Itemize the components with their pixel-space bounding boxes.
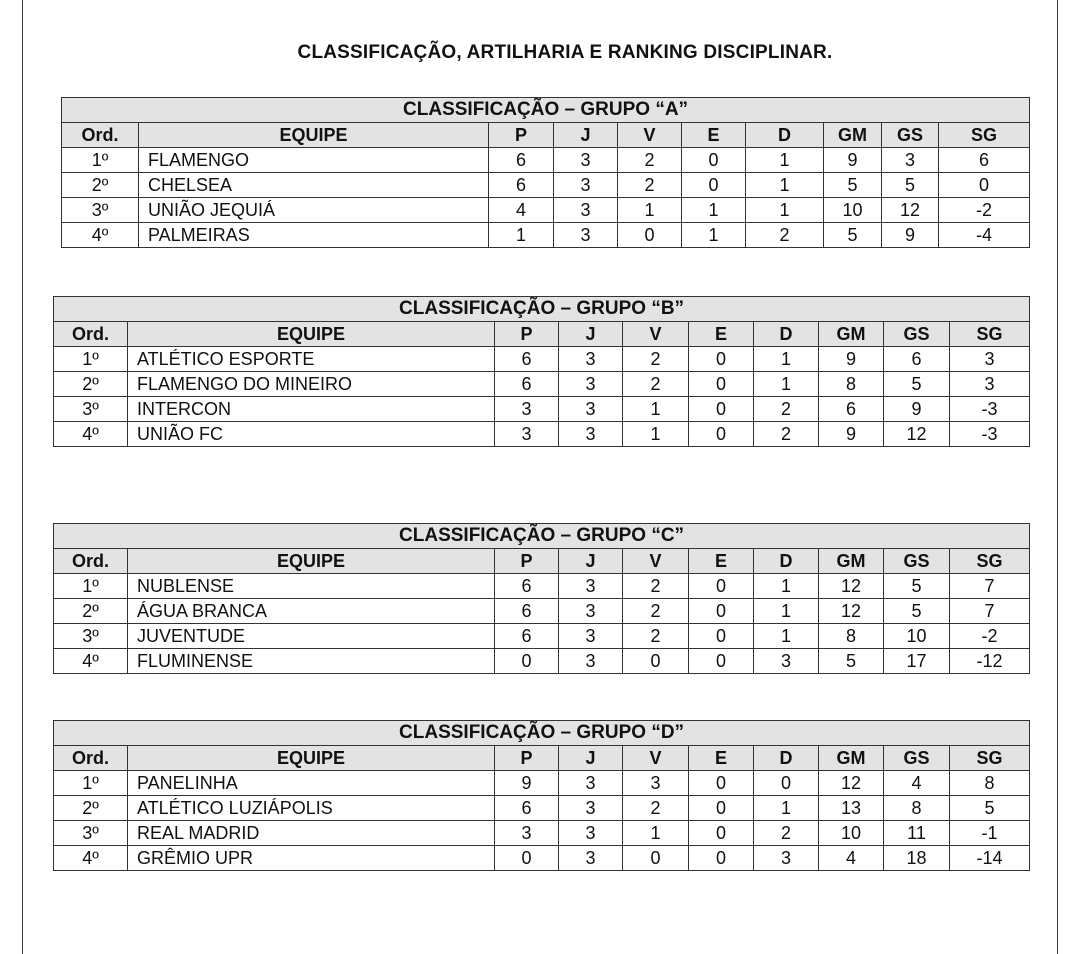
- column-header-p: P: [495, 746, 559, 771]
- group-title: CLASSIFICAÇÃO – GRUPO “A”: [62, 98, 1030, 123]
- standings-table-group-b: [53, 296, 1030, 447]
- cell-d: 1: [754, 347, 819, 372]
- cell-v: 2: [623, 599, 689, 624]
- column-header-sg: SG: [950, 746, 1030, 771]
- cell-d: 2: [754, 821, 819, 846]
- cell-gs: 4: [884, 771, 950, 796]
- column-header-equipe: EQUIPE: [128, 322, 495, 347]
- cell-p: 0: [495, 649, 559, 674]
- cell-j: 3: [559, 574, 623, 599]
- table-row: [54, 796, 1030, 821]
- cell-gm: 4: [819, 846, 884, 871]
- column-header-gm: GM: [819, 549, 884, 574]
- column-header-row: [54, 322, 1030, 347]
- cell-ord: 4º: [54, 846, 128, 871]
- page-border-right: [1057, 0, 1058, 954]
- cell-e: 0: [689, 599, 754, 624]
- cell-gs: 12: [884, 422, 950, 447]
- cell-gs: 12: [882, 198, 939, 223]
- table-row: [62, 198, 1030, 223]
- cell-v: 2: [623, 347, 689, 372]
- column-header-ord: Ord.: [54, 549, 128, 574]
- cell-ord: 2º: [54, 796, 128, 821]
- cell-e: 0: [682, 173, 746, 198]
- cell-gs: 3: [882, 148, 939, 173]
- column-header-equipe: EQUIPE: [128, 549, 495, 574]
- column-header-equipe: EQUIPE: [139, 123, 489, 148]
- cell-j: 3: [559, 846, 623, 871]
- cell-e: 0: [689, 624, 754, 649]
- cell-gm: 8: [819, 372, 884, 397]
- column-header-row: [54, 746, 1030, 771]
- table-row: [54, 347, 1030, 372]
- cell-equipe: ATLÉTICO LUZIÁPOLIS: [128, 796, 495, 821]
- cell-equipe: REAL MADRID: [128, 821, 495, 846]
- cell-gs: 5: [884, 574, 950, 599]
- cell-e: 0: [689, 372, 754, 397]
- standings-table-group-a: [61, 97, 1030, 248]
- cell-gs: 9: [884, 397, 950, 422]
- cell-ord: 1º: [54, 574, 128, 599]
- cell-e: 0: [689, 422, 754, 447]
- column-header-ord: Ord.: [54, 322, 128, 347]
- cell-equipe: ÁGUA BRANCA: [128, 599, 495, 624]
- cell-p: 3: [495, 422, 559, 447]
- cell-d: 0: [754, 771, 819, 796]
- cell-p: 9: [495, 771, 559, 796]
- column-header-sg: SG: [950, 322, 1030, 347]
- cell-sg: -3: [950, 397, 1030, 422]
- cell-equipe: UNIÃO FC: [128, 422, 495, 447]
- cell-ord: 1º: [54, 771, 128, 796]
- cell-j: 3: [559, 599, 623, 624]
- cell-p: 0: [495, 846, 559, 871]
- cell-gm: 12: [819, 771, 884, 796]
- column-header-d: D: [754, 549, 819, 574]
- cell-gs: 10: [884, 624, 950, 649]
- cell-gm: 5: [819, 649, 884, 674]
- cell-j: 3: [554, 148, 618, 173]
- cell-ord: 4º: [54, 649, 128, 674]
- cell-sg: -3: [950, 422, 1030, 447]
- cell-j: 3: [559, 771, 623, 796]
- cell-sg: -4: [939, 223, 1030, 248]
- table-row: [54, 624, 1030, 649]
- group-title-row: [54, 721, 1030, 746]
- cell-e: 0: [689, 821, 754, 846]
- cell-equipe: NUBLENSE: [128, 574, 495, 599]
- cell-e: 1: [682, 223, 746, 248]
- cell-gs: 18: [884, 846, 950, 871]
- cell-gm: 9: [824, 148, 882, 173]
- cell-j: 3: [559, 624, 623, 649]
- cell-e: 0: [689, 347, 754, 372]
- cell-j: 3: [559, 821, 623, 846]
- cell-gm: 5: [824, 173, 882, 198]
- cell-equipe: UNIÃO JEQUIÁ: [139, 198, 489, 223]
- cell-j: 3: [554, 173, 618, 198]
- column-header-ord: Ord.: [54, 746, 128, 771]
- cell-p: 6: [489, 173, 554, 198]
- cell-j: 3: [559, 796, 623, 821]
- page-border-left: [22, 0, 23, 954]
- cell-e: 0: [689, 649, 754, 674]
- column-header-row: [62, 123, 1030, 148]
- cell-p: 6: [495, 796, 559, 821]
- cell-sg: -1: [950, 821, 1030, 846]
- column-header-p: P: [495, 322, 559, 347]
- cell-v: 2: [623, 796, 689, 821]
- cell-d: 2: [754, 397, 819, 422]
- cell-d: 1: [754, 599, 819, 624]
- column-header-gs: GS: [882, 123, 939, 148]
- cell-equipe: FLUMINENSE: [128, 649, 495, 674]
- column-header-v: V: [618, 123, 682, 148]
- cell-gs: 9: [882, 223, 939, 248]
- cell-ord: 2º: [54, 372, 128, 397]
- cell-v: 1: [618, 198, 682, 223]
- cell-j: 3: [559, 649, 623, 674]
- cell-v: 2: [623, 624, 689, 649]
- cell-ord: 3º: [54, 397, 128, 422]
- table-row: [54, 846, 1030, 871]
- column-header-sg: SG: [950, 549, 1030, 574]
- cell-p: 1: [489, 223, 554, 248]
- cell-v: 2: [623, 574, 689, 599]
- cell-sg: -2: [950, 624, 1030, 649]
- column-header-v: V: [623, 746, 689, 771]
- cell-v: 2: [623, 372, 689, 397]
- cell-d: 1: [746, 148, 824, 173]
- standings-table-group-c: [53, 523, 1030, 674]
- column-header-v: V: [623, 549, 689, 574]
- cell-e: 0: [689, 771, 754, 796]
- cell-equipe: FLAMENGO DO MINEIRO: [128, 372, 495, 397]
- cell-gm: 9: [819, 347, 884, 372]
- cell-p: 6: [489, 148, 554, 173]
- cell-sg: 6: [939, 148, 1030, 173]
- cell-ord: 3º: [54, 821, 128, 846]
- cell-equipe: PALMEIRAS: [139, 223, 489, 248]
- table-row: [62, 173, 1030, 198]
- table-row: [54, 771, 1030, 796]
- table-row: [54, 397, 1030, 422]
- group-title: CLASSIFICAÇÃO – GRUPO “D”: [54, 721, 1030, 746]
- cell-gm: 13: [819, 796, 884, 821]
- cell-d: 1: [746, 198, 824, 223]
- cell-v: 0: [618, 223, 682, 248]
- cell-equipe: INTERCON: [128, 397, 495, 422]
- cell-e: 0: [689, 397, 754, 422]
- cell-v: 2: [618, 173, 682, 198]
- cell-gs: 5: [884, 372, 950, 397]
- cell-gm: 10: [824, 198, 882, 223]
- cell-p: 6: [495, 624, 559, 649]
- cell-v: 1: [623, 397, 689, 422]
- column-header-e: E: [689, 322, 754, 347]
- column-header-d: D: [746, 123, 824, 148]
- cell-sg: 7: [950, 599, 1030, 624]
- column-header-j: J: [559, 549, 623, 574]
- cell-ord: 4º: [62, 223, 139, 248]
- group-title: CLASSIFICAÇÃO – GRUPO “C”: [54, 524, 1030, 549]
- table-row: [54, 821, 1030, 846]
- table-row: [62, 223, 1030, 248]
- cell-gm: 8: [819, 624, 884, 649]
- cell-sg: -12: [950, 649, 1030, 674]
- table-row: [54, 422, 1030, 447]
- column-header-j: J: [559, 746, 623, 771]
- cell-sg: -14: [950, 846, 1030, 871]
- column-header-e: E: [689, 549, 754, 574]
- cell-v: 0: [623, 846, 689, 871]
- cell-d: 3: [754, 846, 819, 871]
- cell-e: 0: [682, 148, 746, 173]
- group-title: CLASSIFICAÇÃO – GRUPO “B”: [54, 297, 1030, 322]
- cell-ord: 1º: [54, 347, 128, 372]
- cell-p: 6: [495, 372, 559, 397]
- cell-e: 1: [682, 198, 746, 223]
- column-header-p: P: [495, 549, 559, 574]
- cell-gm: 5: [824, 223, 882, 248]
- cell-equipe: CHELSEA: [139, 173, 489, 198]
- column-header-d: D: [754, 322, 819, 347]
- cell-gm: 12: [819, 574, 884, 599]
- group-title-row: [54, 524, 1030, 549]
- table-row: [54, 649, 1030, 674]
- cell-p: 3: [495, 821, 559, 846]
- cell-gm: 12: [819, 599, 884, 624]
- cell-v: 0: [623, 649, 689, 674]
- cell-d: 2: [746, 223, 824, 248]
- cell-d: 3: [754, 649, 819, 674]
- document-title: CLASSIFICAÇÃO, ARTILHARIA E RANKING DISCIPLINAR.: [297, 42, 833, 63]
- cell-j: 3: [559, 372, 623, 397]
- cell-e: 0: [689, 796, 754, 821]
- cell-j: 3: [554, 198, 618, 223]
- column-header-ord: Ord.: [62, 123, 139, 148]
- cell-j: 3: [559, 422, 623, 447]
- cell-p: 3: [495, 397, 559, 422]
- column-header-v: V: [623, 322, 689, 347]
- cell-sg: -2: [939, 198, 1030, 223]
- column-header-gs: GS: [884, 549, 950, 574]
- cell-p: 6: [495, 574, 559, 599]
- table-row: [54, 574, 1030, 599]
- column-header-j: J: [554, 123, 618, 148]
- cell-equipe: FLAMENGO: [139, 148, 489, 173]
- cell-sg: 3: [950, 347, 1030, 372]
- cell-equipe: PANELINHA: [128, 771, 495, 796]
- cell-gs: 6: [884, 347, 950, 372]
- cell-ord: 1º: [62, 148, 139, 173]
- cell-v: 1: [623, 422, 689, 447]
- cell-d: 2: [754, 422, 819, 447]
- standings-table-group-d: [53, 720, 1030, 871]
- cell-v: 1: [623, 821, 689, 846]
- cell-ord: 2º: [62, 173, 139, 198]
- cell-p: 6: [495, 599, 559, 624]
- cell-ord: 2º: [54, 599, 128, 624]
- cell-d: 1: [746, 173, 824, 198]
- cell-ord: 3º: [62, 198, 139, 223]
- table-row: [54, 372, 1030, 397]
- cell-ord: 4º: [54, 422, 128, 447]
- cell-gm: 9: [819, 422, 884, 447]
- cell-gs: 8: [884, 796, 950, 821]
- cell-gm: 6: [819, 397, 884, 422]
- cell-gs: 5: [882, 173, 939, 198]
- cell-gm: 10: [819, 821, 884, 846]
- column-header-row: [54, 549, 1030, 574]
- cell-sg: 5: [950, 796, 1030, 821]
- cell-j: 3: [559, 347, 623, 372]
- cell-p: 4: [489, 198, 554, 223]
- cell-e: 0: [689, 574, 754, 599]
- column-header-equipe: EQUIPE: [128, 746, 495, 771]
- column-header-e: E: [689, 746, 754, 771]
- cell-v: 2: [618, 148, 682, 173]
- cell-equipe: GRÊMIO UPR: [128, 846, 495, 871]
- column-header-sg: SG: [939, 123, 1030, 148]
- table-row: [54, 599, 1030, 624]
- column-header-p: P: [489, 123, 554, 148]
- cell-j: 3: [554, 223, 618, 248]
- column-header-j: J: [559, 322, 623, 347]
- cell-sg: 7: [950, 574, 1030, 599]
- cell-gs: 17: [884, 649, 950, 674]
- group-title-row: [54, 297, 1030, 322]
- cell-sg: 8: [950, 771, 1030, 796]
- column-header-d: D: [754, 746, 819, 771]
- cell-ord: 3º: [54, 624, 128, 649]
- cell-equipe: JUVENTUDE: [128, 624, 495, 649]
- column-header-gm: GM: [819, 322, 884, 347]
- cell-d: 1: [754, 372, 819, 397]
- column-header-gm: GM: [819, 746, 884, 771]
- table-row: [62, 148, 1030, 173]
- cell-sg: 3: [950, 372, 1030, 397]
- cell-p: 6: [495, 347, 559, 372]
- cell-gs: 11: [884, 821, 950, 846]
- cell-d: 1: [754, 796, 819, 821]
- column-header-e: E: [682, 123, 746, 148]
- cell-e: 0: [689, 846, 754, 871]
- cell-j: 3: [559, 397, 623, 422]
- cell-d: 1: [754, 624, 819, 649]
- cell-equipe: ATLÉTICO ESPORTE: [128, 347, 495, 372]
- column-header-gm: GM: [824, 123, 882, 148]
- group-title-row: [62, 98, 1030, 123]
- cell-gs: 5: [884, 599, 950, 624]
- column-header-gs: GS: [884, 322, 950, 347]
- cell-d: 1: [754, 574, 819, 599]
- cell-sg: 0: [939, 173, 1030, 198]
- column-header-gs: GS: [884, 746, 950, 771]
- cell-v: 3: [623, 771, 689, 796]
